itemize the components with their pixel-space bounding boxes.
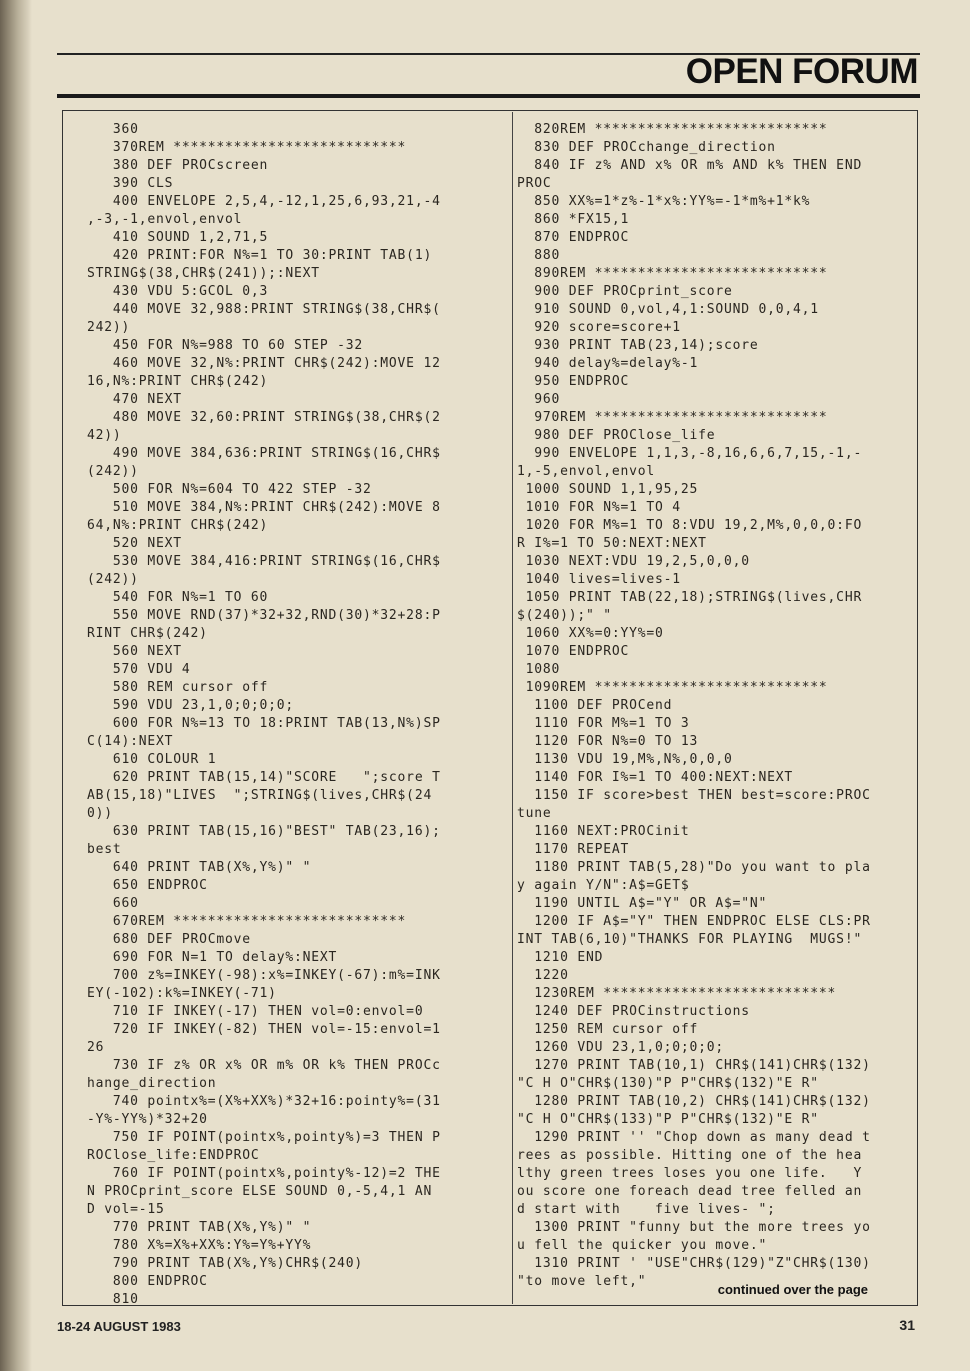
- code-line: $(240));" ": [517, 608, 612, 623]
- code-line: 730 IF z% OR x% OR m% OR k% THEN PROCc: [87, 1058, 441, 1073]
- column-divider: [512, 112, 513, 1304]
- code-line: 550 MOVE RND(37)*32+32,RND(30)*32+28:P: [87, 608, 441, 623]
- code-line: PROC: [517, 176, 552, 191]
- code-line: 1200 IF A$="Y" THEN ENDPROC ELSE CLS:PR: [517, 914, 871, 929]
- code-line: hange_direction: [87, 1076, 217, 1091]
- code-line: 510 MOVE 384,N%:PRINT CHR$(242):MOVE 8: [87, 500, 441, 515]
- code-line: best: [87, 842, 122, 857]
- code-line: (242)): [87, 464, 139, 479]
- code-line: 670REM ***************************: [87, 914, 407, 929]
- code-line: 1050 PRINT TAB(22,18);STRING$(lives,CHR: [517, 590, 863, 605]
- code-line: 960: [517, 392, 561, 407]
- code-line: 570 VDU 4: [87, 662, 191, 677]
- code-line: RINT CHR$(242): [87, 626, 208, 641]
- code-line: 410 SOUND 1,2,71,5: [87, 230, 269, 245]
- code-line: 880: [517, 248, 561, 263]
- code-line: 1170 REPEAT: [517, 842, 630, 857]
- code-line: R I%=1 TO 50:NEXT:NEXT: [517, 536, 707, 551]
- code-line: 1310 PRINT ' "USE"CHR$(129)"Z"CHR$(130): [517, 1256, 871, 1271]
- code-line: 690 FOR N=1 TO delay%:NEXT: [87, 950, 338, 965]
- code-line: 950 ENDPROC: [517, 374, 630, 389]
- code-line: 1230REM ***************************: [517, 986, 837, 1001]
- code-line: 1300 PRINT "funny but the more trees yo: [517, 1220, 871, 1235]
- code-line: 400 ENVELOPE 2,5,4,-12,1,25,6,93,21,-4: [87, 194, 441, 209]
- listing-column-left: [87, 121, 505, 1309]
- code-line: 980 DEF PROClose_life: [517, 428, 716, 443]
- code-line: 1030 NEXT:VDU 19,2,5,0,0,0: [517, 554, 750, 569]
- code-line: 242)): [87, 320, 131, 335]
- code-line: 1090REM ***************************: [517, 680, 828, 695]
- code-line: 560 NEXT: [87, 644, 182, 659]
- code-line: 860 *FX15,1: [517, 212, 630, 227]
- issue-date: 18-24 AUGUST 1983: [57, 1319, 181, 1334]
- code-line: 1060 XX%=0:YY%=0: [517, 626, 664, 641]
- code-line: ou score one foreach dead tree felled an: [517, 1184, 863, 1199]
- code-line: ROClose_life:ENDPROC: [87, 1148, 260, 1163]
- code-line: 910 SOUND 0,vol,4,1:SOUND 0,0,4,1: [517, 302, 819, 317]
- code-line: 530 MOVE 384,416:PRINT STRING$(16,CHR$: [87, 554, 441, 569]
- code-line: 650 ENDPROC: [87, 878, 208, 893]
- code-line: 16,N%:PRINT CHR$(242): [87, 374, 269, 389]
- code-line: 620 PRINT TAB(15,14)"SCORE ";score T: [87, 770, 441, 785]
- code-line: 840 IF z% AND x% OR m% AND k% THEN END: [517, 158, 863, 173]
- page-number: 31: [899, 1317, 915, 1333]
- code-line: 870 ENDPROC: [517, 230, 630, 245]
- code-line: N PROCprint_score ELSE SOUND 0,-5,4,1 AN: [87, 1184, 433, 1199]
- code-line: 1020 FOR M%=1 TO 8:VDU 19,2,M%,0,0,0:FO: [517, 518, 863, 533]
- code-line: 1180 PRINT TAB(5,28)"Do you want to pla: [517, 860, 871, 875]
- code-line: 850 XX%=1*z%-1*x%:YY%=-1*m%+1*k%: [517, 194, 811, 209]
- code-line: 1150 IF score>best THEN best=score:PROC: [517, 788, 871, 803]
- continued-note: continued over the page: [717, 1282, 868, 1297]
- code-line: 1120 FOR N%=0 TO 13: [517, 734, 699, 749]
- code-line: 42)): [87, 428, 122, 443]
- code-line: 460 MOVE 32,N%:PRINT CHR$(242):MOVE 12: [87, 356, 441, 371]
- code-line: D vol=-15: [87, 1202, 165, 1217]
- code-line: 1270 PRINT TAB(10,1) CHR$(141)CHR$(132): [517, 1058, 871, 1073]
- code-line: y again Y/N":A$=GET$: [517, 878, 690, 893]
- code-line: 590 VDU 23,1,0;0;0;0;: [87, 698, 295, 713]
- code-line: 890REM ***************************: [517, 266, 828, 281]
- code-line: 360: [87, 122, 139, 137]
- code-line: 1210 END: [517, 950, 604, 965]
- code-line: 600 FOR N%=13 TO 18:PRINT TAB(13,N%)SP: [87, 716, 441, 731]
- code-line: tune: [517, 806, 552, 821]
- code-line: (242)): [87, 572, 139, 587]
- code-line: 520 NEXT: [87, 536, 182, 551]
- code-line: 940 delay%=delay%-1: [517, 356, 699, 371]
- code-line: 970REM ***************************: [517, 410, 828, 425]
- code-line: 710 IF INKEY(-17) THEN vol=0:envol=0: [87, 1004, 424, 1019]
- code-line: 930 PRINT TAB(23,14);score: [517, 338, 759, 353]
- code-line: 390 CLS: [87, 176, 174, 191]
- code-line: 800 ENDPROC: [87, 1274, 208, 1289]
- code-line: 0)): [87, 806, 113, 821]
- code-line: STRING$(38,CHR$(241));:NEXT: [87, 266, 320, 281]
- code-line: 610 COLOUR 1: [87, 752, 217, 767]
- code-line: 490 MOVE 384,636:PRINT STRING$(16,CHR$: [87, 446, 441, 461]
- code-line: 1140 FOR I%=1 TO 400:NEXT:NEXT: [517, 770, 794, 785]
- code-line: 820REM ***************************: [517, 122, 828, 137]
- code-line: 1110 FOR M%=1 TO 3: [517, 716, 690, 731]
- code-line: 720 IF INKEY(-82) THEN vol=-15:envol=1: [87, 1022, 441, 1037]
- code-line: 450 FOR N%=988 TO 60 STEP -32: [87, 338, 364, 353]
- code-line: 810: [87, 1292, 139, 1307]
- code-line: "C H O"CHR$(130)"P P"CHR$(132)"E R": [517, 1076, 819, 1091]
- code-line: 1280 PRINT TAB(10,2) CHR$(141)CHR$(132): [517, 1094, 871, 1109]
- listing-column-right: [517, 121, 912, 1291]
- code-line: 770 PRINT TAB(X%,Y%)" ": [87, 1220, 312, 1235]
- header-rule: [57, 94, 920, 98]
- code-line: 1130 VDU 19,M%,N%,0,0,0: [517, 752, 733, 767]
- code-line: 480 MOVE 32,60:PRINT STRING$(38,CHR$(2: [87, 410, 441, 425]
- code-line: "to move left,": [517, 1274, 647, 1289]
- code-line: 1250 REM cursor off: [517, 1022, 699, 1037]
- code-line: 380 DEF PROCscreen: [87, 158, 269, 173]
- code-line: 780 X%=X%+XX%:Y%=Y%+YY%: [87, 1238, 312, 1253]
- code-line: 700 z%=INKEY(-98):x%=INKEY(-67):m%=INK: [87, 968, 441, 983]
- code-line: 740 pointx%=(X%+XX%)*32+16:pointy%=(31: [87, 1094, 441, 1109]
- code-line: rees as possible. Hitting one of the hea: [517, 1148, 863, 1163]
- code-line: C(14):NEXT: [87, 734, 174, 749]
- code-line: 370REM ***************************: [87, 140, 407, 155]
- code-line: 990 ENVELOPE 1,1,3,-8,16,6,6,7,15,-1,-: [517, 446, 863, 461]
- code-line: 640 PRINT TAB(X%,Y%)" ": [87, 860, 312, 875]
- binding-shadow: [0, 0, 32, 1371]
- code-line: 430 VDU 5:GCOL 0,3: [87, 284, 269, 299]
- code-line: 790 PRINT TAB(X%,Y%)CHR$(240): [87, 1256, 364, 1271]
- code-line: AB(15,18)"LIVES ";STRING$(lives,CHR$(24: [87, 788, 433, 803]
- code-line: 64,N%:PRINT CHR$(242): [87, 518, 269, 533]
- code-line: 1100 DEF PROCend: [517, 698, 673, 713]
- code-line: 1290 PRINT '' "Chop down as many dead t: [517, 1130, 871, 1145]
- code-line: d start with five lives- ";: [517, 1202, 776, 1217]
- code-line: 760 IF POINT(pointx%,pointy%-12)=2 THE: [87, 1166, 441, 1181]
- code-line: 1080: [517, 662, 561, 677]
- code-line: 540 FOR N%=1 TO 60: [87, 590, 269, 605]
- code-line: 630 PRINT TAB(15,16)"BEST" TAB(23,16);: [87, 824, 441, 839]
- code-line: 26: [87, 1040, 105, 1055]
- code-line: 920 score=score+1: [517, 320, 681, 335]
- code-line: lthy green trees loses you one life. Y: [517, 1166, 863, 1181]
- code-line: 470 NEXT: [87, 392, 182, 407]
- code-line: 500 FOR N%=604 TO 422 STEP -32: [87, 482, 372, 497]
- code-line: 900 DEF PROCprint_score: [517, 284, 733, 299]
- code-line: 1190 UNTIL A$="Y" OR A$="N": [517, 896, 768, 911]
- code-line: 1160 NEXT:PROCinit: [517, 824, 690, 839]
- code-line: EY(-102):k%=INKEY(-71): [87, 986, 277, 1001]
- code-line: u fell the quicker you move.": [517, 1238, 768, 1253]
- code-line: 1240 DEF PROCinstructions: [517, 1004, 750, 1019]
- code-line: 440 MOVE 32,988:PRINT STRING$(38,CHR$(: [87, 302, 441, 317]
- section-title: OPEN FORUM: [685, 52, 918, 91]
- code-line: 830 DEF PROCchange_direction: [517, 140, 776, 155]
- code-line: 1040 lives=lives-1: [517, 572, 681, 587]
- code-line: 1220: [517, 968, 569, 983]
- code-line: 420 PRINT:FOR N%=1 TO 30:PRINT TAB(1): [87, 248, 433, 263]
- code-line: 1010 FOR N%=1 TO 4: [517, 500, 681, 515]
- code-line: 1000 SOUND 1,1,95,25: [517, 482, 699, 497]
- code-line: 1260 VDU 23,1,0;0;0;0;: [517, 1040, 725, 1055]
- code-line: 660: [87, 896, 139, 911]
- code-line: "C H O"CHR$(133)"P P"CHR$(132)"E R": [517, 1112, 819, 1127]
- code-line: 680 DEF PROCmove: [87, 932, 251, 947]
- code-line: 1070 ENDPROC: [517, 644, 630, 659]
- code-line: 1,-5,envol,envol: [517, 464, 656, 479]
- code-line: 750 IF POINT(pointx%,pointy%)=3 THEN P: [87, 1130, 441, 1145]
- code-line: 580 REM cursor off: [87, 680, 269, 695]
- code-line: ,-3,-1,envol,envol: [87, 212, 243, 227]
- code-line: -Y%-YY%)*32+20: [87, 1112, 208, 1127]
- code-line: INT TAB(6,10)"THANKS FOR PLAYING MUGS!": [517, 932, 863, 947]
